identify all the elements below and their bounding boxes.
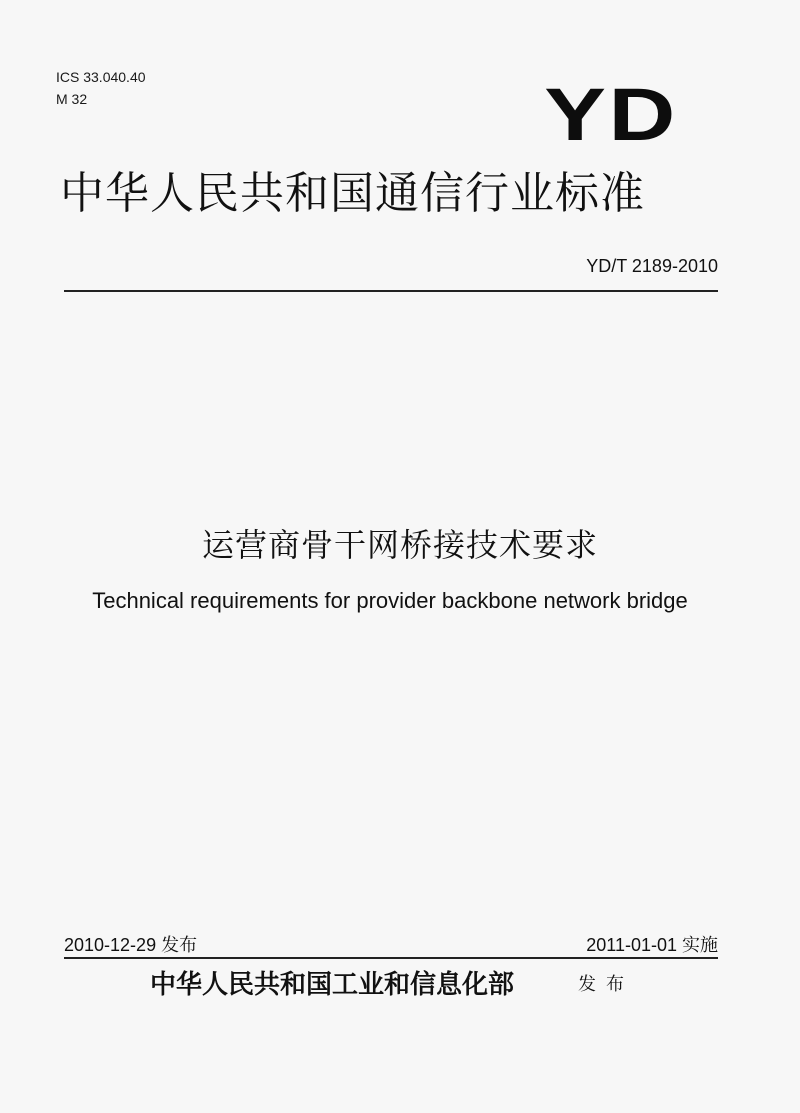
document-title-chinese: 运营商骨干网桥接技术要求 (201, 526, 598, 564)
publisher-name: 中华人民共和国工业和信息化部 (150, 970, 515, 1000)
standard-category-title: 中华人民共和国通信行业标准 (60, 168, 645, 219)
bottom-divider (64, 957, 718, 959)
publish-label: 发布 (578, 974, 634, 995)
implementation-date: 2011-01-01 实施 (586, 935, 718, 955)
yd-logo: YD (544, 73, 678, 156)
classification-code: M 32 (56, 91, 88, 107)
ics-code: ICS 33.040.40 (56, 69, 146, 85)
top-divider (64, 290, 718, 292)
classification-block (56, 66, 146, 110)
document-title-english: Technical requirements for provider backbone network bridge (92, 588, 688, 613)
issue-date: 2010-12-29 发布 (64, 935, 198, 955)
standard-code: YD/T 2189-2010 (586, 256, 718, 276)
